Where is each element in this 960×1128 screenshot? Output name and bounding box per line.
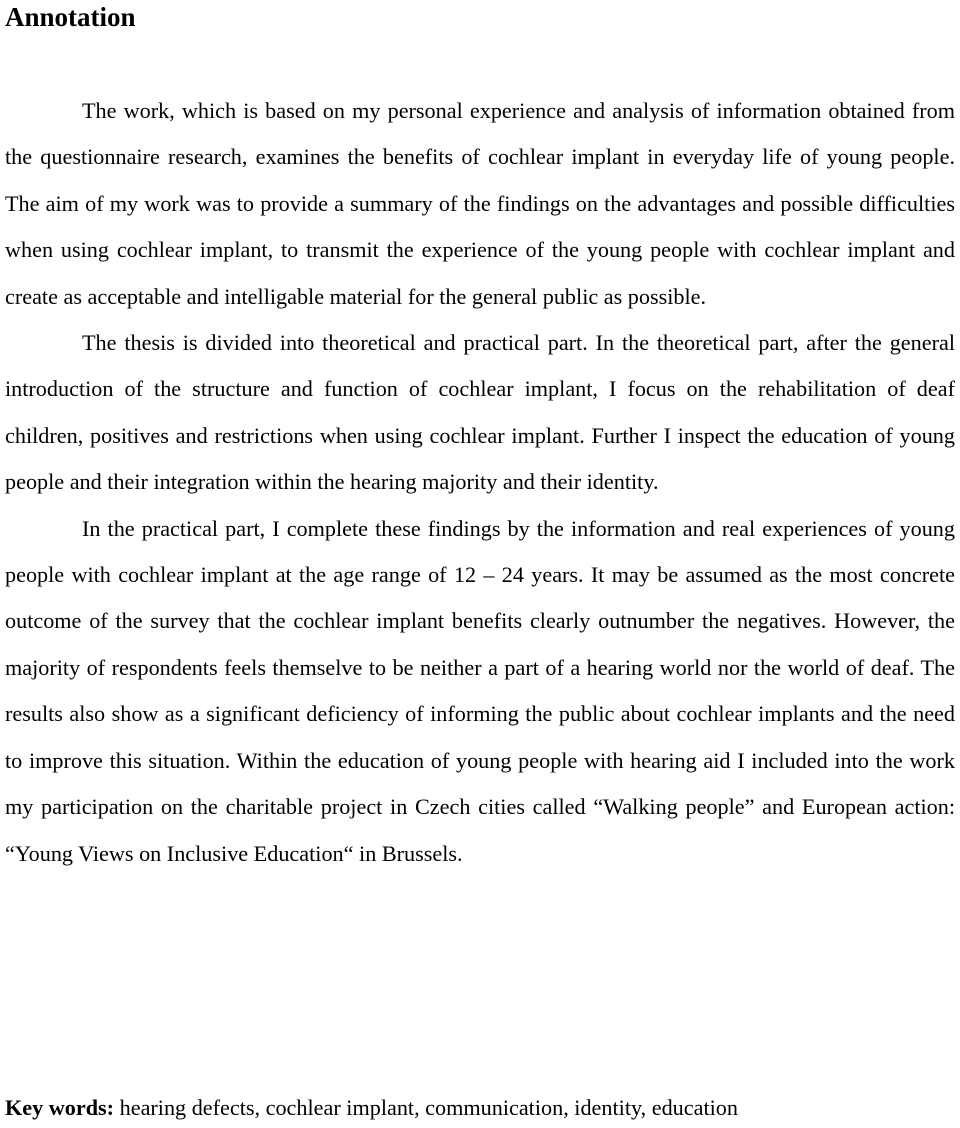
document-page [5,0,955,877]
annotation-paragraph-1: The work, which is based on my personal experience and analysis of information obtained from the questionnaire research, examines the benefits of cochlear implant in everyday life of young people. The aim of my work was to provide a summary of the findings on the advantages and possible difficulties when using cochlear implant, to transmit the experience of the young people with cochlear implant and create as acceptable and intelligable material for the general public as possible. [5,98,955,309]
document-title: Annotation [5,2,136,32]
annotation-paragraph-2: The thesis is divided into theoretical and practical part. In the theoretical part, after the general introduction of the structure and function of cochlear implant, I focus on the rehabilitation of deaf children, positives and restrictions when using cochlear implant. Further I inspect the education of young people and their integration within the hearing majority and their identity. [5,330,955,495]
title-spacer [5,36,955,88]
keywords-value: hearing defects, cochlear implant, communication, identity, education [114,1095,738,1120]
annotation-paragraph-3: In the practical part, I complete these findings by the information and real experiences of young people with cochlear implant at the age range of 12 – 24 years. It may be assumed as the most concrete outcome of the survey that the cochlear implant benefits clearly outnumber the negatives. However, the majority of respondents feels themselve to be neither a part of a hearing world nor the world of deaf. The results also show as a significant deficiency of informing the public about cochlear implants and the need to improve this situation. Within the education of young people with hearing aid I included into the work my participation on the charitable project in Czech cities called “Walking people” and European action: “Young Views on Inclusive Education“ in Brussels. [5,515,955,866]
keywords-label: Key words: [5,1095,115,1120]
keywords-line [5,1093,738,1123]
